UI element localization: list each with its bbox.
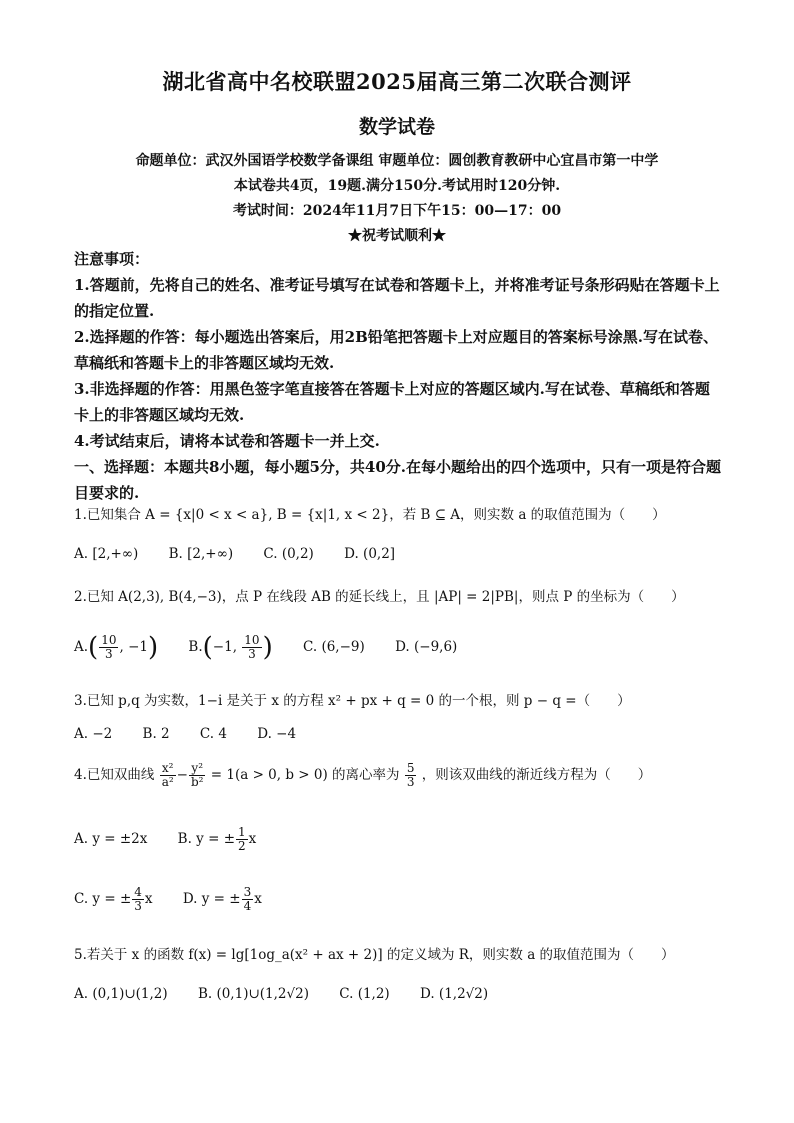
question-4-stem	[74, 762, 651, 789]
q4-stem-mid: = 1(a > 0, b > 0) 的离心率为	[210, 767, 400, 783]
exam-title: 湖北省高中名校联盟2025届高三第二次联合测评	[162, 69, 632, 94]
question-5-options	[74, 986, 514, 1002]
q4-option-c: C. y = ± $\frac{4}{3}$ x	[74, 885, 153, 913]
q2-option-c: C. (6,−9)	[303, 638, 365, 655]
q2-option-b-x: −1,	[212, 638, 242, 655]
exam-time: 考试时间：2024年11月7日下午15：00—17：00	[232, 203, 562, 219]
q5-option-b: B. (0,1)∪(1,2√2)	[197, 986, 309, 1002]
section-1-heading: 一、选择题：本题共8小题，每小题5分，共40分.在每小题给出的四个选项中，只有一项是符合题目要求的.	[74, 458, 721, 502]
notice-heading: 注意事项：	[74, 250, 150, 268]
exam-units: 命题单位：武汉外国语学校数学备课组 审题单位：圆创教育教研中心宜昌市第一中学	[135, 153, 659, 169]
q3-option-a: A. −2	[74, 726, 113, 742]
q4-minus: −	[176, 767, 188, 783]
notice-item-3: 3.非选择题的作答：用黑色签字笔直接答在答题卡上对应的答题区域内.写在试卷、草稿纸和答题卡上的非答题区域均无效.	[74, 380, 710, 424]
q2-option-a-fraction: $\frac{10}{3}$	[101, 632, 117, 661]
q4-fraction-e: $\frac{5}{3}$	[406, 761, 415, 789]
question-1-options	[74, 546, 421, 562]
q1-option-a: A. [2,+∞)	[74, 546, 139, 562]
question-4-options-row2	[74, 886, 288, 913]
q3-option-c: C. 4	[199, 726, 227, 742]
q2-option-a: A.( $\frac{10}{3}$ , −1)	[74, 632, 159, 662]
question-5-stem: 5.若关于 x 的函数 f(x) = lg[1og_a(x² + ax + 2)] 的定义域为 R，则实数 a 的取值范围为（ ）	[74, 947, 675, 963]
q3-option-d: D. −4	[257, 726, 297, 742]
q1-option-b: B. [2,+∞)	[168, 546, 234, 562]
question-2-stem: 2.已知 A(2,3), B(4,−3)，点 P 在线段 AB 的延长线上，且 |AP| = 2|PB|，则点 P 的坐标为（ ）	[74, 589, 685, 605]
q1-option-c: C. (0,2)	[263, 546, 314, 562]
q4-option-d: D. y = ± $\frac{3}{4}$ x	[182, 885, 262, 913]
q3-option-b: B. 2	[142, 726, 170, 742]
notice-item-2: 2.选择题的作答：每小题选出答案后，用2B铅笔把答题卡上对应题目的答案标号涂黑.写在试卷、草稿纸和答题卡上的非答题区域均无效.	[74, 328, 719, 372]
q2-option-d: D. (−9,6)	[395, 638, 458, 655]
question-4-options-row1	[74, 826, 282, 853]
q4-stem-tail: ，则该双曲线的渐近线方程为（ ）	[421, 767, 652, 783]
q4-option-a: A. y = ±2x	[74, 831, 148, 847]
q2-option-a-letter: A.	[74, 638, 89, 655]
exam-subtitle: 数学试卷	[358, 116, 435, 138]
question-3-options	[74, 726, 322, 742]
q2-option-a-y: , −1	[119, 638, 148, 655]
q2-option-b-fraction: $\frac{10}{3}$	[244, 632, 260, 661]
q5-option-a: A. (0,1)∪(1,2)	[74, 986, 168, 1002]
q5-option-c: C. (1,2)	[339, 986, 390, 1002]
q4-fraction-x: $\frac{\text{x²}}{\text{a²}}$	[161, 761, 174, 789]
q5-option-d: D. (1,2√2)	[420, 986, 489, 1002]
q4-fraction-y: $\frac{\text{y²}}{\text{b²}}$	[190, 761, 204, 789]
notice-item-1: 1.答题前，先将自己的姓名、准考证号填写在试卷和答题卡上，并将准考证号条形码贴在答题卡上的指定位置.	[74, 276, 720, 320]
q2-option-b: B.(−1, $\frac{10}{3}$ )	[188, 632, 273, 662]
q1-option-d: D. (0,2]	[344, 546, 396, 562]
notice-item-4: 4.考试结束后，请将本试卷和答题卡一并上交.	[74, 432, 380, 450]
q2-option-b-letter: B.	[188, 638, 203, 655]
question-1-stem: 1.已知集合 A = {x|0 < x < a}, B = {x|1, x < 2}，若 B ⊆ A，则实数 a 的取值范围为（ ）	[74, 507, 666, 523]
question-3-stem: 3.已知 p,q 为实数，1−i 是关于 x 的方程 x² + px + q = 0 的一个根，则 p − q =（ ）	[74, 693, 631, 709]
exam-wish: ★祝考试顺利★	[348, 228, 446, 244]
exam-info: 本试卷共4页，19题.满分150分.考试用时120分钟.	[233, 178, 561, 194]
question-2-options	[74, 632, 483, 662]
q4-option-b: B. y = ± $\frac{1}{2}$ x	[177, 825, 257, 853]
q4-stem-lead: 4.已知双曲线	[74, 767, 155, 783]
